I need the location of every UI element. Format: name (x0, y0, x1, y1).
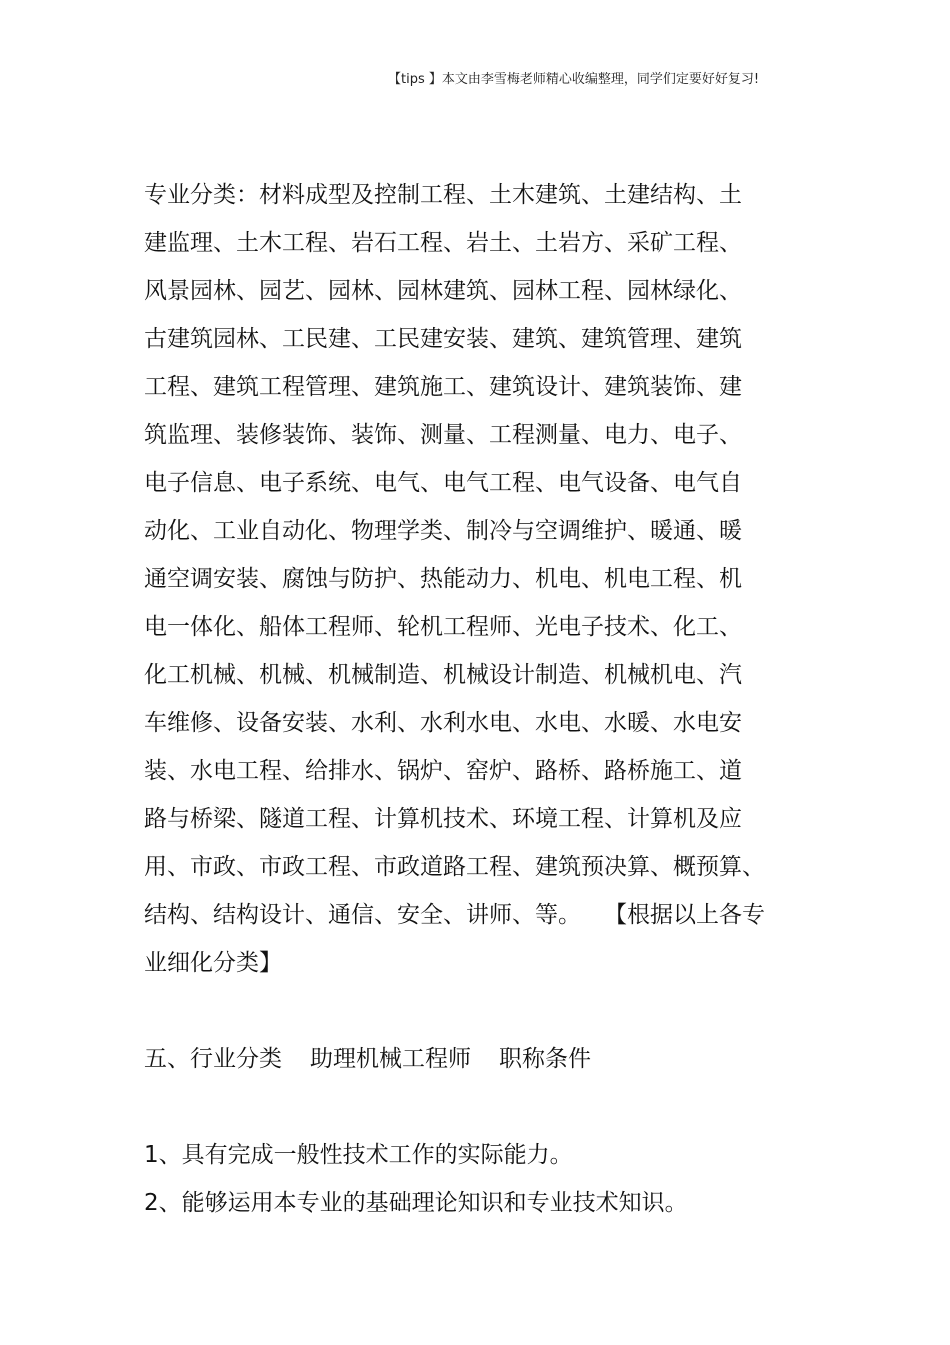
section-heading (144, 1035, 591, 1083)
paragraph-line: 专业分类：材料成型及控制工程、土木建筑、土建结构、土 (144, 182, 742, 208)
paragraph-line: 业细化分类】 (144, 950, 282, 976)
paragraph-line: 电一体化、船体工程师、轮机工程师、光电子技术、化工、 (144, 614, 742, 640)
paragraph-line: 动化、工业自动化、物理学类、制冷与空调维护、暖通、暖 (144, 518, 742, 544)
condition-item: 1、具有完成一般性技术工作的实际能力。 (144, 1142, 573, 1168)
paragraph-line: 电子信息、电子系统、电气、电气工程、电气设备、电气自 (144, 470, 742, 496)
heading-part-conditions: 职称条件 (499, 1046, 591, 1072)
paragraph-line: 用、市政、市政工程、市政道路工程、建筑预决算、概预算、 (144, 854, 765, 880)
paragraph-line: 工程、建筑工程管理、建筑施工、建筑设计、建筑装饰、建 (144, 374, 742, 400)
paragraph-line: 筑监理、装修装饰、装饰、测量、工程测量、电力、电子、 (144, 422, 742, 448)
heading-part-title: 助理机械工程师 (310, 1046, 471, 1072)
specialty-paragraph (144, 171, 794, 987)
paragraph-line: 古建筑园林、工民建、工民建安装、建筑、建筑管理、建筑 (144, 326, 742, 352)
paragraph-line: 风景园林、园艺、园林、园林建筑、园林工程、园林绿化、 (144, 278, 742, 304)
paragraph-line: 装、水电工程、给排水、锅炉、窑炉、路桥、路桥施工、道 (144, 758, 742, 784)
paragraph-line: 结构、结构设计、通信、安全、讲师、等。 【根据以上各专 (144, 902, 765, 928)
paragraph-line: 建监理、土木工程、岩石工程、岩土、土岩方、采矿工程、 (144, 230, 742, 256)
paragraph-line: 化工机械、机械、机械制造、机械设计制造、机械机电、汽 (144, 662, 742, 688)
paragraph-line: 通空调安装、腐蚀与防护、热能动力、机电、机电工程、机 (144, 566, 742, 592)
heading-part-industry: 五、行业分类 (144, 1046, 282, 1072)
paragraph-line: 路与桥梁、隧道工程、计算机技术、环境工程、计算机及应 (144, 806, 742, 832)
condition-item: 2、能够运用本专业的基础理论知识和专业技术知识。 (144, 1190, 688, 1216)
header-tips: 【tips 】本文由李雪梅老师精心收编整理，同学们定要好好复习! (388, 72, 760, 87)
paragraph-line: 车维修、设备安装、水利、水利水电、水电、水暖、水电安 (144, 710, 742, 736)
